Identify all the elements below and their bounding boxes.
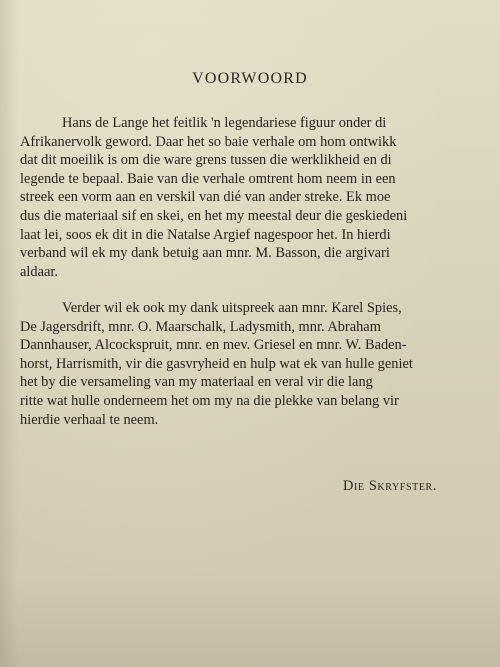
paragraph-1	[20, 114, 500, 281]
text-line: Hans de Lange het feitlik 'n legendariese figuur onder di	[62, 115, 387, 131]
text-line: het by die versameling van my materiaal en veral vir die lang	[20, 374, 373, 391]
text-line: Verder wil ek ook my dank uitspreek aan mnr. Karel Spies,	[62, 300, 402, 316]
paragraph-2	[20, 299, 500, 429]
page-title: VOORWOORD	[192, 70, 308, 87]
signature-text: Die Skryfster.	[343, 478, 438, 494]
text-line: dus die materiaal sif en skei, en het my meestal deur die geskiedeni	[20, 207, 408, 224]
text-line: De Jagersdrift, mnr. O. Maarschalk, Ladysmith, mnr. Abraham	[20, 318, 381, 335]
page-bottom-shadow	[0, 577, 500, 667]
text-line: aldaar.	[20, 263, 58, 280]
text-line: streek een vorm aan en verskil van dié van ander streke. Ek moe	[20, 189, 391, 206]
text-line: Afrikanervolk geword. Daar het so baie verhale om hom ontwikk	[20, 133, 397, 150]
text-line: legende te bepaal. Baie van die verhale omtrent hom neem in een	[20, 170, 396, 187]
text-line: Dannhauser, Alcockspruit, mnr. en mev. Griesel en mnr. W. Baden-	[20, 337, 407, 354]
text-line: laat lei, soos ek dit in die Natalse Argief nagespoor het. In hierdi	[20, 226, 391, 243]
page-gutter-shadow	[0, 0, 18, 667]
text-line: verband wil ek my dank betuig aan mnr. M. Basson, die argivari	[20, 245, 390, 262]
text-line: ritte wat hulle onderneem het om my na die plekke van belang vir	[20, 392, 399, 409]
text-line: dat dit moeilik is om die ware grens tussen die werklikheid en di	[20, 152, 392, 169]
author-signature	[343, 478, 437, 495]
text-line: horst, Harrismith, vir die gasvryheid en hulp wat ek van hulle geniet	[20, 355, 413, 372]
text-line: hierdie verhaal te neem.	[20, 411, 159, 428]
